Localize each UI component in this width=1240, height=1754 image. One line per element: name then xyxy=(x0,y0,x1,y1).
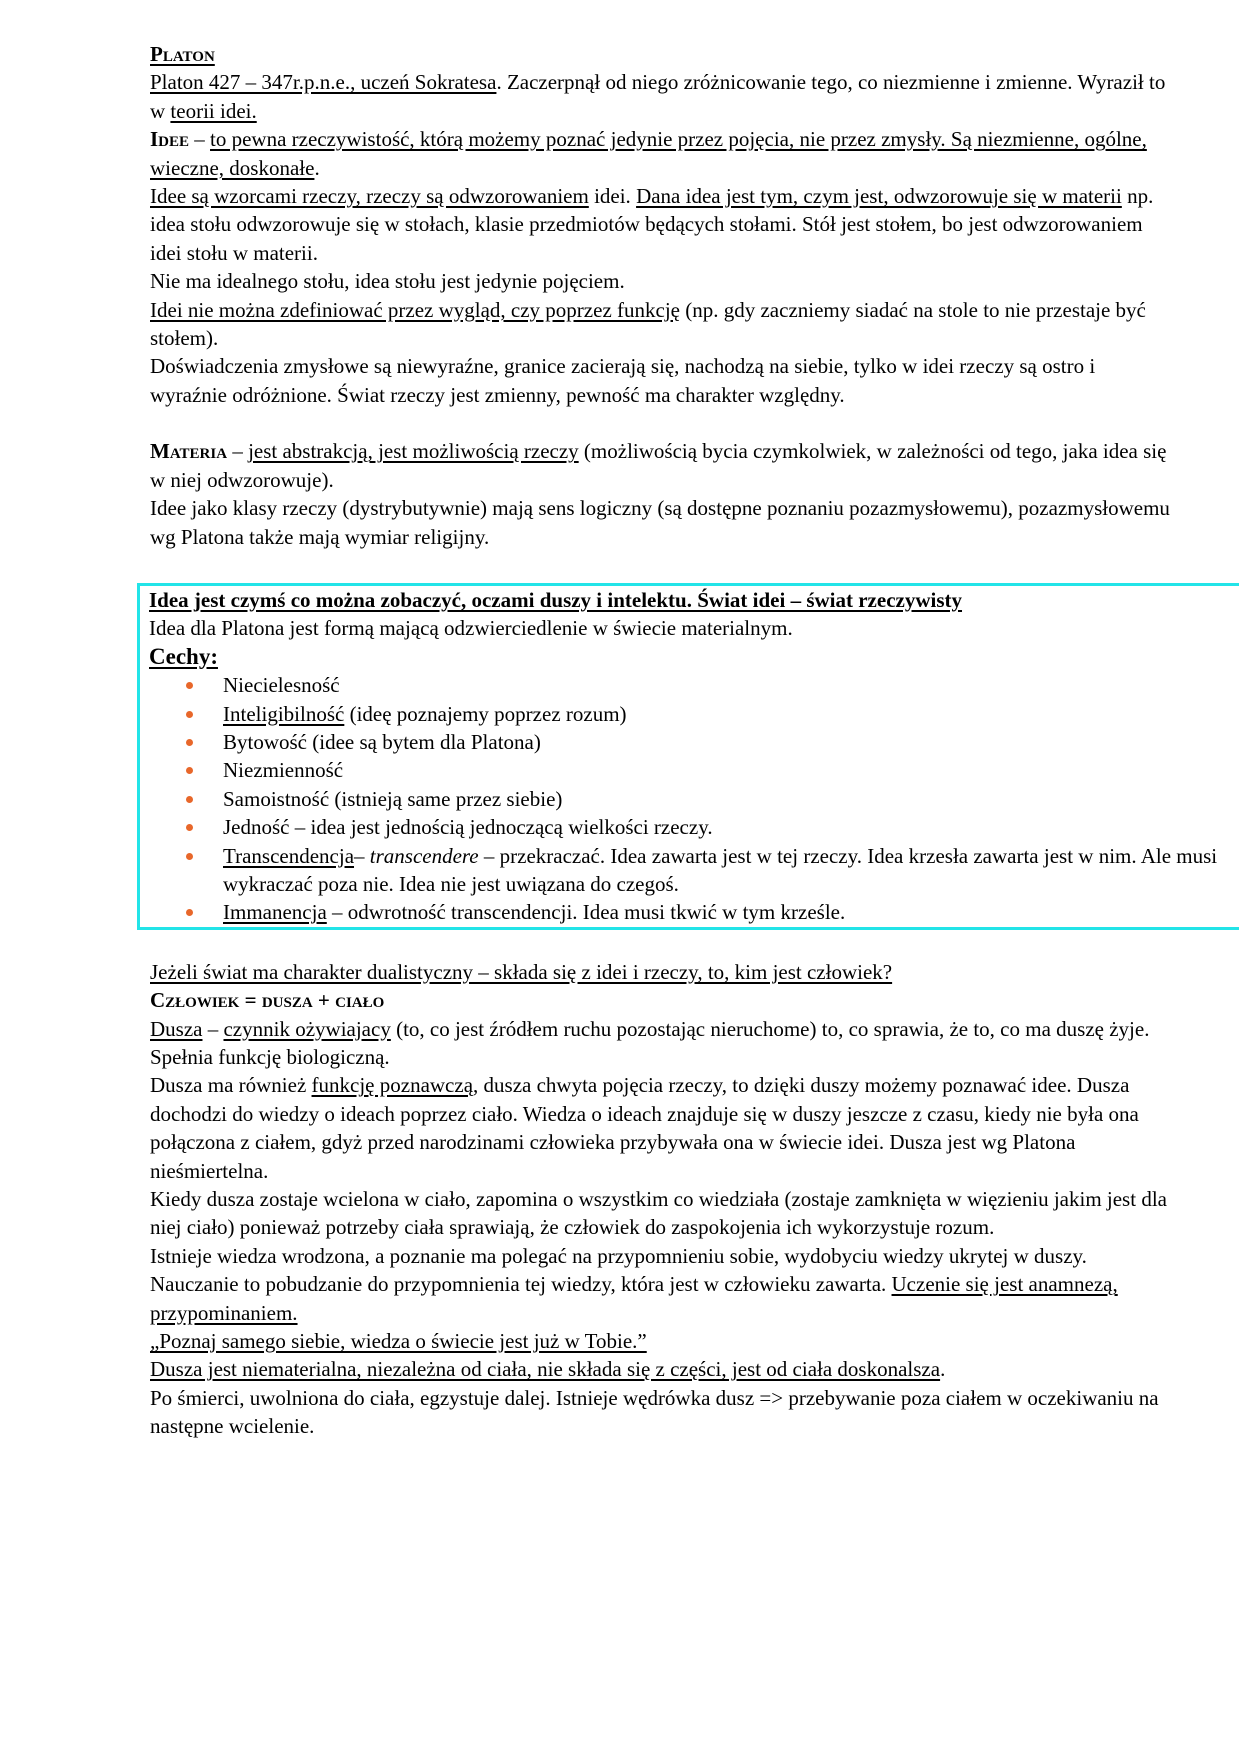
definicja-paragraph xyxy=(150,296,1170,353)
bullet-icon xyxy=(186,853,193,860)
wzorce-paragraph xyxy=(150,182,1170,267)
list-item xyxy=(223,813,1239,841)
materia-label: Materia xyxy=(150,439,228,464)
feature-text: Bytowość (idee są bytem dla Platona) xyxy=(223,729,541,754)
feature-text: (ideę poznajemy poprzez rozum) xyxy=(344,701,627,726)
bullet-icon xyxy=(186,909,193,916)
materia-paragraph xyxy=(150,437,1170,494)
dash: – xyxy=(354,843,370,868)
human-heading: Człowiek = dusza + ciało xyxy=(150,988,385,1013)
feature-term: Immanencja xyxy=(223,900,327,925)
highlight-box xyxy=(137,583,1239,930)
wiedza-paragraph xyxy=(150,1242,1170,1327)
cechy-heading: Cechy: xyxy=(149,643,218,669)
wzorce-underlined: Idee są wzorcami rzeczy, rzeczy są odwzorowaniem xyxy=(150,184,589,209)
period: . xyxy=(940,1357,946,1382)
idee-definition: to pewna rzeczywistość, którą możemy poznać jedynie przez pojęcia, nie przez zmysły. Są niezmienne, ogólne, wieczne, doskonałe xyxy=(150,127,1147,180)
bullet-icon xyxy=(186,711,193,718)
spacer xyxy=(150,930,1170,958)
list-item xyxy=(223,700,1239,728)
list-item xyxy=(223,756,1239,784)
intro-paragraph xyxy=(150,68,1170,125)
poznawcza-text: Dusza ma również xyxy=(150,1073,312,1098)
list-item xyxy=(223,842,1239,899)
feature-text: – odwrotność transcendencji. Idea musi tkwić w tym krześle. xyxy=(326,900,846,925)
poznawcza-paragraph xyxy=(150,1071,1170,1185)
title-text: Platon xyxy=(150,42,215,66)
idee-label: Idee xyxy=(150,127,190,152)
wzorce-text-2: np. idea stołu odwzorowuje się w stołach, klasie przedmiotów będących stołami. Stół jest stołem, bo jest odwzorowaniem idei stołu w materii. xyxy=(150,184,1154,265)
definicja-text: (np. gdy zaczniemy siadać na stole to nie przestaje być stołem). xyxy=(150,297,1146,351)
list-item xyxy=(223,785,1239,813)
definicja-underlined: Idei nie można zdefiniować przez wygląd, czy poprzez funkcję xyxy=(150,297,680,322)
document-title xyxy=(150,40,1170,68)
wiedza-text: Istnieje wiedza wrodzona, a poznanie ma polegać na przypomnieniu sobie, wydobyciu wiedzy ukrytej w duszy. Nauczanie to pobudzanie do przypomnienia tej wiedzy, która jest w człowieku zawarta. xyxy=(150,1243,1087,1297)
spacer xyxy=(150,551,1170,579)
niematerialna-underlined: Dusza jest niematerialna, niezależna od ciała, nie składa się z części, jest od ciała doskonalsza xyxy=(150,1357,941,1382)
intro-underlined: Platon 427 – 347r.p.n.e., uczeń Sokratesa xyxy=(150,70,497,95)
list-item xyxy=(223,671,1239,699)
feature-term: Transcendencja xyxy=(223,843,355,868)
dusza-text: (to, co jest źródłem ruchu pozostając nieruchome) to, co sprawia, że to, co ma duszę żyje. Spełnia funkcję biologiczną. xyxy=(150,1016,1150,1069)
wiedza-underlined: Uczenie się jest anamnezą, przypominaniem. xyxy=(150,1272,1118,1325)
box-subtitle: Idea dla Platona jest formą mającą odzwierciedlenie w świecie materialnym. xyxy=(149,616,793,641)
feature-term: Inteligibilność xyxy=(223,701,345,726)
feature-text: – przekraczać. Idea zawarta jest w tej rzeczy. Idea krzesła zawarta jest w nim. Ale musi wykraczać poza nie. Idea nie jest uwiązana do czegoś. xyxy=(223,843,1218,896)
wzorce-text: idei. xyxy=(588,184,637,209)
wcielenie-paragraph: Kiedy dusza zostaje wcielona w ciało, zapomina o wszystkim co wiedziała (zostaje zamknięta w więzieniu jakim jest dla niej ciało) ponieważ potrzeby ciała sprawiają, że człowiek do zaspokojenia ich wykorzystuje rozum. xyxy=(150,1187,1167,1240)
dash: – xyxy=(189,127,211,152)
quote-paragraph: „Poznaj samego siebie, wiedza o świecie jest już w Tobie.” xyxy=(150,1329,647,1354)
spacer xyxy=(150,409,1170,437)
feature-text: Niecielesność xyxy=(223,673,340,698)
list-item xyxy=(223,898,1239,926)
dash: – xyxy=(227,439,249,464)
poznawcza-text-2: , dusza chwyta pojęcia rzeczy, to dzięki duszy możemy poznawać idee. Dusza dochodzi do wiedzy o ideach poprzez ciało. Wiedza o ideach znajduje się w duszy jeszcze z czasu, kiedy nie była ona połączona z ciałem, gdyż przed narodzinami człowieka przybywała ona w świecie idei. Dusza jest wg Platona nieśmiertelna. xyxy=(150,1073,1139,1183)
intro-theory: teorii idei. xyxy=(170,98,257,123)
intro-text: . Zaczerpnął od niego zróżnicowanie tego, co niezmienne i zmienne. Wyraził to w xyxy=(150,70,1166,123)
smierc-paragraph: Po śmierci, uwolniona do ciała, egzystuje dalej. Istnieje wędrówka dusz => przebywanie poza ciałem w oczekiwaniu na następne wcielenie. xyxy=(150,1385,1159,1439)
feature-text: Jedność – idea jest jednością jednoczącą wielkości rzeczy. xyxy=(223,815,713,840)
niematerialna-paragraph xyxy=(150,1355,1170,1383)
bullet-icon xyxy=(186,824,193,831)
materia-text: (możliwością bycia czymkolwiek, w zależności od tego, jaka idea się w niej odwzorowuje). xyxy=(150,439,1167,492)
stol-paragraph: Nie ma idealnego stołu, idea stołu jest jedynie pojęciem. xyxy=(150,269,625,294)
feature-latin: transcendere xyxy=(369,843,479,868)
bullet-icon xyxy=(186,767,193,774)
question-paragraph: Jeżeli świat ma charakter dualistyczny – składa się z idei i rzeczy, to, kim jest człowiek? xyxy=(150,959,893,984)
wzorce-underlined-2: Dana idea jest tym, czym jest, odwzorowuje się w materii xyxy=(636,184,1122,209)
bullet-icon xyxy=(186,739,193,746)
bullet-icon xyxy=(186,796,193,803)
materia-underlined: jest abstrakcją, jest możliwością rzeczy xyxy=(248,439,579,464)
dusza-paragraph xyxy=(150,1015,1170,1072)
box-title: Idea jest czymś co można zobaczyć, oczami duszy i intelektu. Świat idei – świat rzeczywisty xyxy=(149,587,963,612)
dash: – xyxy=(202,1016,224,1041)
klasy-paragraph: Idee jako klasy rzeczy (dystrybutywnie) mają sens logiczny (są dostępne poznaniu pozazmysłowemu), pozazmysłowemu wg Platona także mają wymiar religijny. xyxy=(150,496,1170,549)
period: . xyxy=(314,155,320,180)
feature-text: Niezmienność xyxy=(223,758,344,783)
document-page xyxy=(149,40,1218,1441)
dusza-label: Dusza xyxy=(150,1016,203,1041)
dusza-underlined: czynnik ożywiajacy xyxy=(223,1016,391,1041)
doswiadczenia-paragraph: Doświadczenia zmysłowe są niewyraźne, granice zacierają się, nachodzą na siebie, tylko w idei rzeczy są ostro i wyraźnie odróżnione. Świat rzeczy jest zmienny, pewność ma charakter względny. xyxy=(150,354,1096,407)
features-list xyxy=(149,671,1239,927)
bullet-icon xyxy=(186,682,193,689)
poznawcza-underlined: funkcję poznawczą xyxy=(311,1073,474,1098)
feature-text: Samoistność (istnieją same przez siebie) xyxy=(223,786,563,811)
list-item xyxy=(223,728,1239,756)
idee-paragraph xyxy=(150,125,1170,182)
